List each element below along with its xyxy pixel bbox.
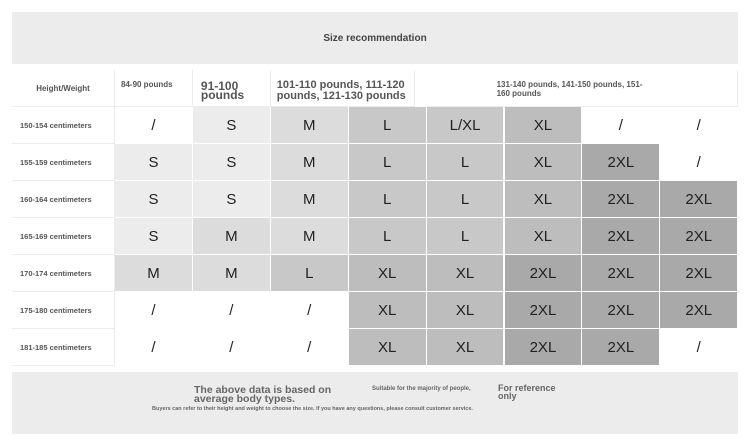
row-label-height: 165-169 centimeters [12, 218, 115, 255]
size-cell: / [582, 107, 660, 144]
row-label-height: 181-185 centimeters [12, 329, 115, 366]
size-cell: 2XL [582, 181, 660, 218]
size-cell: / [271, 329, 349, 366]
weight-header-1: 91-100 pounds [193, 70, 271, 107]
size-cell: M [115, 255, 193, 292]
size-cell: XL [349, 255, 427, 292]
size-cell: 2XL [660, 255, 738, 292]
footer-note-majority: Suitable for the majority of people, [372, 386, 471, 392]
size-cell: S [193, 181, 271, 218]
size-cell: 2XL [660, 181, 738, 218]
size-cell: M [193, 218, 271, 255]
footer-note-advice: Buyers can refer to their height and weight to choose the size. If you have any questions, please consult customer service. [152, 406, 473, 412]
size-cell: / [115, 329, 193, 366]
footer-note-main: The above data is based on average body types. [194, 384, 332, 405]
size-chart-table [12, 70, 738, 366]
corner-header: Height/Weight [12, 70, 115, 107]
size-cell: M [271, 218, 349, 255]
size-cell: 2XL [582, 329, 660, 366]
footer-notes [12, 372, 738, 434]
size-cell: L [349, 107, 427, 144]
size-cell: S [193, 144, 271, 181]
size-cell: / [193, 292, 271, 329]
size-cell: L/XL [427, 107, 505, 144]
weight-header-0: 84-90 pounds [115, 70, 193, 107]
size-cell: 2XL [582, 255, 660, 292]
size-cell: XL [505, 218, 583, 255]
size-cell: XL [427, 292, 505, 329]
row-label-height: 160-164 centimeters [12, 181, 115, 218]
size-cell: 2XL [505, 329, 583, 366]
size-cell: XL [505, 144, 583, 181]
size-cell: L [349, 144, 427, 181]
size-cell: M [193, 255, 271, 292]
size-cell: S [115, 181, 193, 218]
row-label-height: 170-174 centimeters [12, 255, 115, 292]
size-cell: 2XL [505, 255, 583, 292]
title-bar [12, 12, 738, 64]
size-cell: / [660, 144, 738, 181]
size-cell: M [271, 107, 349, 144]
size-cell: 2XL [582, 292, 660, 329]
size-cell: S [115, 218, 193, 255]
size-cell: XL [427, 255, 505, 292]
size-cell: S [193, 107, 271, 144]
weight-header-2: 101-110 pounds, 111-120 pounds, 121-130 pounds [271, 70, 415, 107]
size-cell: 2XL [582, 144, 660, 181]
page-title: Size recommendation [323, 32, 427, 44]
row-label-height: 150-154 centimeters [12, 107, 115, 144]
size-cell: 2XL [660, 218, 738, 255]
size-cell: XL [427, 329, 505, 366]
size-cell: XL [505, 107, 583, 144]
size-cell: / [115, 107, 193, 144]
size-cell: / [271, 292, 349, 329]
size-cell: L [427, 144, 505, 181]
size-cell: 2XL [505, 292, 583, 329]
size-cell: 2XL [582, 218, 660, 255]
size-cell: L [427, 181, 505, 218]
size-cell: XL [505, 181, 583, 218]
size-cell: L [349, 181, 427, 218]
row-label-height: 155-159 centimeters [12, 144, 115, 181]
size-cell: L [349, 218, 427, 255]
row-label-height: 175-180 centimeters [12, 292, 115, 329]
size-cell: L [427, 218, 505, 255]
size-cell: / [193, 329, 271, 366]
size-cell: XL [349, 292, 427, 329]
weight-header-3: 131-140 pounds, 141-150 pounds, 151-160 pounds [427, 70, 739, 107]
size-cell: L [271, 255, 349, 292]
size-cell: M [271, 181, 349, 218]
size-cell: / [115, 292, 193, 329]
size-cell: / [660, 107, 738, 144]
footer-note-reference: For reference only [498, 383, 556, 401]
size-cell: / [660, 329, 738, 366]
size-cell: S [115, 144, 193, 181]
size-cell: 2XL [660, 292, 738, 329]
size-cell: M [271, 144, 349, 181]
size-cell: XL [349, 329, 427, 366]
